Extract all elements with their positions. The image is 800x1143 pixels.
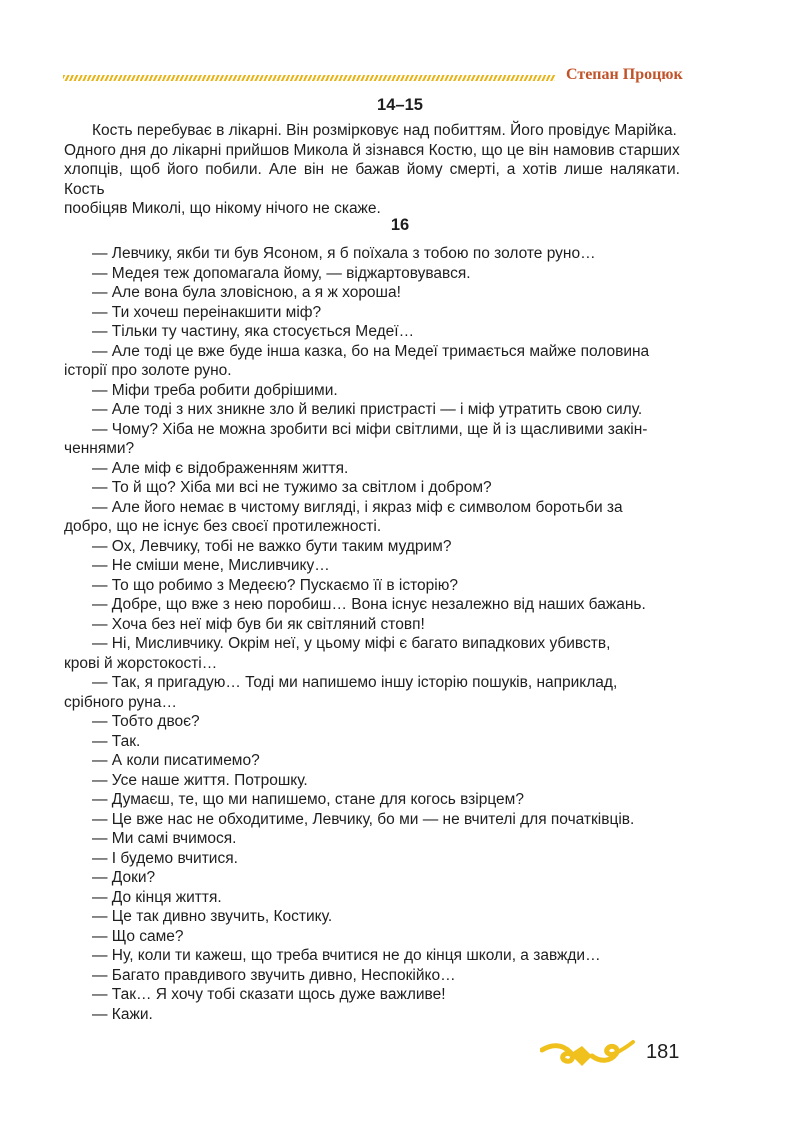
text-line: — Ну, коли ти кажеш, що треба вчитися не до кінця школи, а завжди… (92, 947, 601, 964)
text-line: — Це так дивно звучить, Костику. (92, 908, 333, 925)
text-line: — Доки? (92, 869, 156, 886)
text-line: — До кінця життя. (92, 888, 222, 906)
text-line: — Левчику, якби ти був Ясоном, я б поїхала з тобою по золоте руно… (92, 245, 596, 262)
text-line: — То й що? Хіба ми всі не тужимо за світлом і добром? (92, 479, 492, 496)
section-heading: 14–15 (377, 96, 423, 114)
text-line: срібного руна… (64, 693, 177, 711)
page-number: 181 (646, 1041, 680, 1063)
text-line: історії про золоте руно. (64, 362, 232, 379)
text-line: — Але тоді з них зникне зло й великі пристрасті — і міф утратить свою силу. (92, 401, 643, 418)
text-line: — Багато правдивого звучить дивно, Неспокійко… (92, 966, 456, 984)
text-line: хлопців, щоб його побили. Але він не бажав йому смерті, а хотів лише налякати. Кость (64, 161, 680, 198)
text-line: добро, що не існує без своєї протилежності. (64, 518, 382, 535)
header-decorative-stripe (63, 75, 555, 81)
text-line: — Ти хочеш переінакшити міф? (92, 303, 322, 321)
text-line: — Так… Я хочу тобі сказати щось дуже важливе! (92, 986, 446, 1003)
text-line: Кость перебуває в лікарні. Він розмірковує над побиттям. Його провідує Марійка. (92, 122, 677, 139)
text-line: — Добре, що вже з нею поробиш… Вона існує незалежно від наших бажань. (92, 596, 646, 613)
text-line: — Міфи треба робити добрішими. (92, 381, 338, 399)
text-line: — Хоча без неї міф був би як світляний стовп! (92, 615, 425, 633)
text-line: — Тільки ту частину, яка стосується Медеї… (92, 323, 415, 340)
text-line: — Кажи. (92, 1005, 153, 1023)
text-line: — Ми самі вчимося. (92, 830, 237, 847)
dialogue-block (64, 244, 680, 1024)
text-line: — Ні, Мисливчику. Окрім неї, у цьому міфі є багато випадкових убивств, (92, 635, 611, 652)
text-line: — Що саме? (92, 927, 184, 945)
text-line: — Не сміши мене, Мисливчику… (92, 557, 330, 574)
text-line: — Тобто двоє? (92, 713, 200, 730)
text-line: — Усе наше життя. Потрошку. (92, 771, 308, 789)
text-line: пообіцяв Миколі, що нікому нічого не скаже. (64, 200, 381, 217)
running-header-author: Степан Процюк (566, 66, 683, 83)
text-line: Одного дня до лікарні прийшов Микола й зізнався Костю, що це він намовив старших (64, 141, 680, 159)
text-line: — То що робимо з Медеєю? Пускаємо її в історію? (92, 576, 458, 594)
text-line: — Але міф є відображенням життя. (92, 459, 349, 477)
text-line: — Але вона була зловісною, а я ж хороша! (92, 284, 401, 301)
decorative-ornament-icon (540, 1036, 635, 1070)
text-line: — Це вже нас не обходитиме, Левчику, бо ми — не вчителі для початківців. (92, 810, 635, 828)
text-line: — Думаєш, те, що ми напишемо, стане для когось взірцем? (92, 791, 524, 808)
section-heading: 16 (390, 216, 410, 234)
text-line: — Ох, Левчику, тобі не важко бути таким мудрим? (92, 537, 452, 555)
text-line: — І будемо вчитися. (92, 849, 238, 867)
text-line: — Так, я пригадую… Тоді ми напишемо іншу історію пошуків, наприклад, (92, 674, 618, 691)
summary-paragraph (64, 121, 680, 219)
text-line: — Але його немає в чистому вигляді, і якраз міф є символом боротьби за (92, 498, 623, 516)
text-line: — Але тоді це вже буде інша казка, бо на Медеї тримається майже половина (92, 342, 650, 360)
text-line: — А коли писатимемо? (92, 752, 260, 769)
text-line: — Так. (92, 732, 141, 750)
text-line: — Чому? Хіба не можна зробити всі міфи світлими, ще й із щасливими закін- (92, 420, 648, 438)
text-line: — Медея теж допомагала йому, — віджартовувався. (92, 264, 471, 282)
text-line: крові й жорстокості… (64, 654, 218, 672)
text-line: ченнями? (64, 440, 135, 457)
